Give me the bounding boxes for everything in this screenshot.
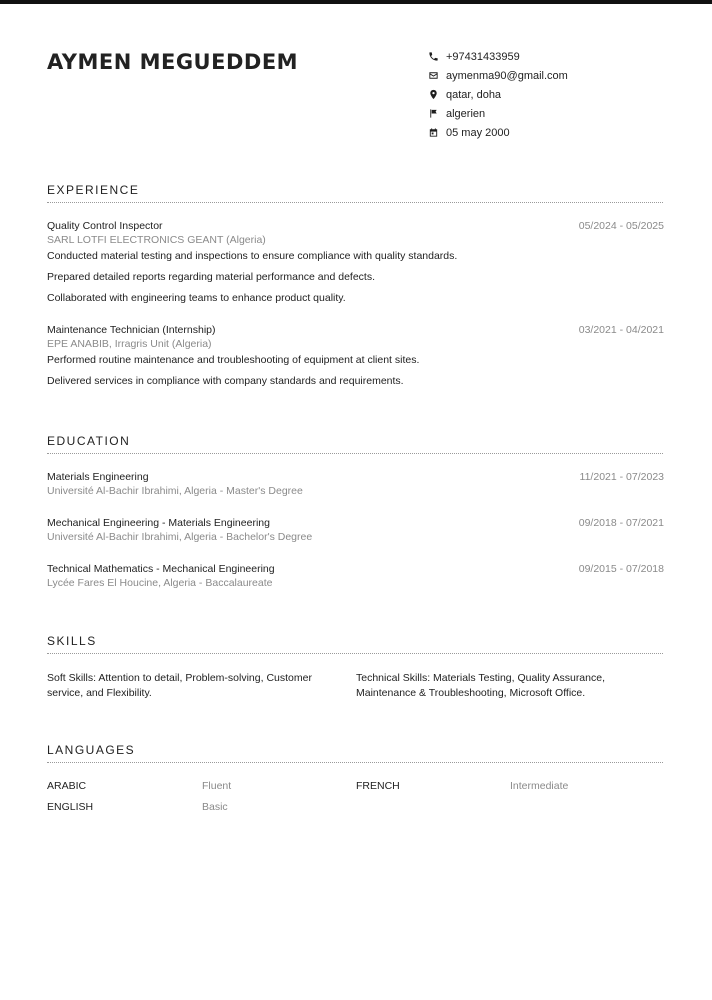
location-pin-icon	[427, 89, 439, 101]
languages-divider	[47, 762, 663, 763]
contact-birthdate	[427, 123, 568, 142]
job-dates: 03/2021 - 04/2021	[578, 324, 664, 336]
job-company: EPE ANABIB, Irragris Unit (Algeria)	[47, 338, 212, 350]
degree-dates: 09/2018 - 07/2021	[578, 517, 664, 529]
degree-dates: 09/2015 - 07/2018	[578, 563, 664, 575]
location-text: qatar, doha	[446, 88, 502, 101]
education-entry	[47, 471, 664, 497]
contact-phone	[427, 47, 568, 66]
education-entry	[47, 517, 664, 543]
contact-location	[427, 85, 568, 104]
soft-skills: Soft Skills: Attention to detail, Problem-solving, Customer service, and Flexibility.	[47, 672, 312, 699]
experience-divider	[47, 202, 663, 203]
candidate-name: AYMEN MEGUEDDEM	[47, 50, 299, 74]
education-heading: EDUCATION	[47, 434, 131, 448]
experience-entry	[47, 324, 664, 392]
education-entry	[47, 563, 664, 589]
contact-list	[427, 47, 568, 142]
degree-title: Materials Engineering	[47, 471, 149, 483]
language-name: FRENCH	[356, 780, 400, 792]
experience-entry	[47, 220, 664, 309]
language-level: Intermediate	[510, 780, 569, 792]
technical-skills: Technical Skills: Materials Testing, Quality Assurance, Maintenance & Troubleshooting, Microsoft Office.	[356, 672, 605, 699]
education-divider	[47, 453, 663, 454]
degree-title: Mechanical Engineering - Materials Engineering	[47, 517, 270, 529]
skills-divider	[47, 653, 663, 654]
experience-heading: EXPERIENCE	[47, 183, 140, 197]
calendar-icon	[427, 127, 439, 139]
language-level: Basic	[202, 801, 228, 813]
language-name: ARABIC	[47, 780, 87, 792]
flag-icon	[427, 108, 439, 120]
degree-title: Technical Mathematics - Mechanical Engineering	[47, 563, 275, 575]
degree-dates: 11/2021 - 07/2023	[579, 471, 664, 483]
job-bullet: Collaborated with engineering teams to enhance product quality.	[47, 292, 346, 304]
nationality-text: algerien	[446, 107, 486, 120]
phone-text[interactable]: +97431433959	[446, 50, 520, 63]
skills-heading: SKILLS	[47, 634, 97, 648]
degree-school: Université Al-Bachir Ibrahimi, Algeria - Bachelor's Degree	[47, 531, 313, 543]
job-bullet: Delivered services in compliance with company standards and requirements.	[47, 375, 404, 387]
job-title: Maintenance Technician (Internship)	[47, 324, 216, 336]
job-bullet: Conducted material testing and inspections to ensure compliance with quality standards.	[47, 250, 458, 262]
languages-heading: LANGUAGES	[47, 743, 136, 757]
job-title: Quality Control Inspector	[47, 220, 163, 232]
job-bullet: Prepared detailed reports regarding material performance and defects.	[47, 271, 376, 283]
degree-school: Lycée Fares El Houcine, Algeria - Baccalaureate	[47, 577, 273, 589]
job-company: SARL LOTFI ELECTRONICS GEANT (Algeria)	[47, 234, 266, 246]
degree-school: Université Al-Bachir Ibrahimi, Algeria - Master's Degree	[47, 485, 303, 497]
email-text[interactable]: aymenma90@gmail.com	[446, 69, 568, 82]
contact-nationality	[427, 104, 568, 123]
email-icon	[427, 70, 439, 82]
language-level: Fluent	[202, 780, 232, 792]
birthdate-text: 05 may 2000	[446, 126, 510, 139]
language-name: ENGLISH	[47, 801, 94, 813]
contact-email	[427, 66, 568, 85]
job-bullet: Performed routine maintenance and troubleshooting of equipment at client sites.	[47, 354, 420, 366]
job-dates: 05/2024 - 05/2025	[578, 220, 664, 232]
top-border	[0, 0, 712, 4]
phone-icon	[427, 51, 439, 63]
